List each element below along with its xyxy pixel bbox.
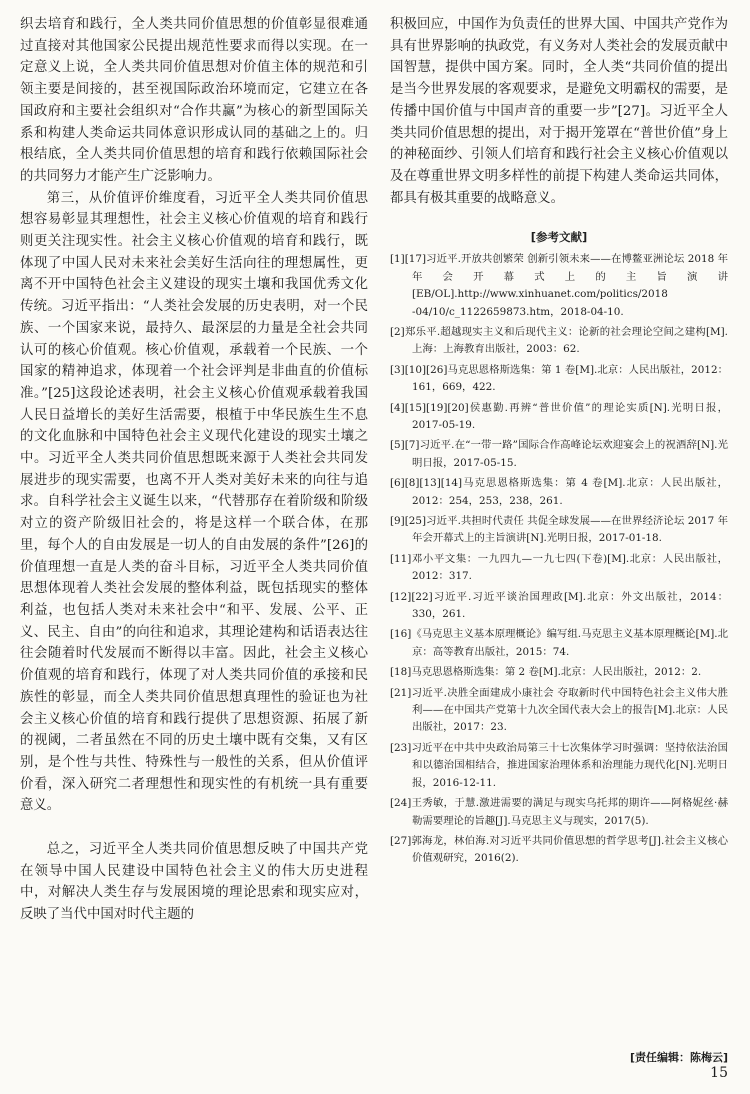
reference-item: [27]郭海龙，林伯海.对习近平共同价值思想的哲学思考[J].社会主义核心价值观研究，2016(2). xyxy=(390,834,728,865)
reference-item: [3][10][26]马克思恩格斯选集：第 1 卷[M].北京：人民出版社，2012：161，669，422. xyxy=(390,363,728,394)
reference-item: [9][25]习近平.共担时代责任 共促全球发展——在世界经济论坛 2017 年年会开幕式上的主旨演讲[N].光明日报，2017-01-18. xyxy=(390,515,728,545)
reference-item: [4][15][19][20]侯惠勤.再辨“普世价值”的理论实质[N].光明日报，2017-05-19. xyxy=(390,401,728,431)
reference-item: [1][17]习近平.开放共创繁荣 创新引领未来——在博鳌亚洲论坛 2018 年年会开幕式上的主旨演讲[EB/OL].http://www.xinhuanet.com/politics/2018 -04/10/c_1122659873.htm，2018-04-10. xyxy=(390,253,728,318)
body-paragraph-continued: 织去培育和践行，全人类共同价值思想的价值彰显很难通过直接对其他国家公民提出规范性要求而得以实现。在一定意义上说，全人类共同价值思想对价值主体的规范和引领主要是间接的，甚至视国际政治环境而定，它建立在各国政府和主要社会组织对“合作共赢”为核心的新型国际关系和构建人类命运共同体意识形成认同的基础之上的。归根结底，全人类共同价值思想的培育和践行依赖国际社会的共同努力才能产生广泛影响力。 xyxy=(20,17,368,184)
references-title: [参考文献] xyxy=(530,230,588,245)
reference-item: [2]郑乐平.超越现实主义和后现代主义：论新的社会理论空间之建构[M].上海：上海教育出版社，2003：62. xyxy=(390,325,728,356)
references-list xyxy=(390,251,728,867)
reference-item: [12][22]习近平.习近平谈治国理政[M].北京：外文出版社，2014：330，261. xyxy=(390,590,728,621)
reference-item: [24]王秀敏，于慧.激进需要的满足与现实乌托邦的期许——阿格妮丝·赫勒需要理论的旨趣[J].马克思主义与现实，2017(5). xyxy=(390,797,728,827)
reference-item: [21]习近平.决胜全面建成小康社会 夺取新时代中国特色社会主义伟大胜利——在中国共产党第十九次全国代表大会上的报告[M].北京：人民出版社，2017：23. xyxy=(390,686,728,734)
body-paragraph-conclusion: 总之，习近平全人类共同价值思想反映了中国共产党在领导中国人民建设中国特色社会主义的伟大历史进程中，对解决人类生存与发展困境的理论思索和现实应对，反映了当代中国对时代主题的 xyxy=(20,842,368,923)
responsible-editor: [责任编辑：陈梅云] xyxy=(629,1051,728,1064)
right-column xyxy=(390,14,728,871)
left-column xyxy=(20,14,368,926)
reference-item: [11]邓小平文集：一九四九—一九七四(下卷)[M].北京：人民出版社，2012：317. xyxy=(390,552,728,583)
page-number: 15 xyxy=(710,1065,728,1081)
reference-item: [18]马克思恩格斯选集：第 2 卷[M].北京：人民出版社，2012：2. xyxy=(390,666,702,679)
reference-item: [5][7]习近平.在“一带一路”国际合作高峰论坛欢迎宴会上的祝酒辞[N].光明日报，2017-05-15. xyxy=(390,439,728,469)
reference-item: [16]《马克思主义基本原理概论》编写组.马克思主义基本原理概论[M].北京：高等教育出版社，2015：74. xyxy=(390,628,728,658)
body-paragraph-conclusion-cont: 积极回应，中国作为负责任的世界大国、中国共产党作为具有世界影响的执政党，有义务对人类社会的发展贡献中国智慧，提供中国方案。同时，全人类“共同价值的提出是当今世界发展的客观要求，是避免文明霸权的需要，是传播中国价值与中国声音的重要一步”[27]。习近平全人类共同价值思想的提出，对于揭开笼罩在“普世价值”身上的神秘面纱、引领人们培育和践行社会主义核心价值观以及在尊重世界文明多样性的前提下构建人类命运共同体，都具有极其重要的战略意义。 xyxy=(390,17,728,206)
reference-item: [6][8][13][14]马克思恩格斯选集：第 4 卷[M].北京：人民出版社，2012：254，253，238，261. xyxy=(390,477,728,507)
reference-item: [23]习近平在中共中央政治局第三十七次集体学习时强调：坚持依法治国和以德治国相结合，推进国家治理体系和治理能力现代化[N].光明日报，2016-12-11. xyxy=(390,741,728,789)
body-paragraph-third-point: 第三，从价值评价维度看，习近平全人类共同价值思想容易彰显其理想性，社会主义核心价值观的培育和践行则更关注现实性。社会主义核心价值观的培育和践行，既体现了中国人民对未来社会美好生活向往的理想属性，更离不开中国特色社会主义建设的现实土壤和我国优秀文化传统。习近平指出：“人类社会发展的历史表明，对一个民族、一个国家来说，最持久、最深层的力量是全社会共同认可的核心价值观。核心价值观，承载着一个民族、一个国家的精神追求，体现着一个社会评判是非曲直的价值标准。”[25]这段论述表明，社会主义核心价值观承载着我国人民日益增长的美好生活需要，根植于中华民族生生不息的文化血脉和中国特色社会主义现代化建设的现实土壤之中。习近平全人类共同价值思想既来源于人类社会共同发展进步的现实需要，也离不开人类对美好未来的向往与追求。自科学社会主义诞生以来，“代替那存在着阶级和阶级对立的资产阶级旧社会的，将是这样一个联合体，在那里，每个人的自由发展是一切人的自由发展的条件”[26]的价值理想一直是人类的奋斗目标，习近平全人类共同价值思想体现着人类社会发展的整体利益，既包括现实的整体利益，也包括人类对未来社会中“和平、发展、公平、正义、民主、自由”的向往和追求，其理论建构和话语表达往往会随着时代发展而不断得以丰富。因此，社会主义核心价值观的培育和践行，体现了对人类共同价值的承接和民族性的彰显，而全人类共同价值思想真理性的验证也为社会主义核心价值的培育和践行提供了思想资源、拓展了新的视阈，二者虽然在不同的历史土壤中既有交集，又有区别，是个性与共性、特殊性与一般性的关系，但从价值评价看，深入研究二者理想性和现实性的有机统一具有重要意义。 xyxy=(20,190,368,814)
